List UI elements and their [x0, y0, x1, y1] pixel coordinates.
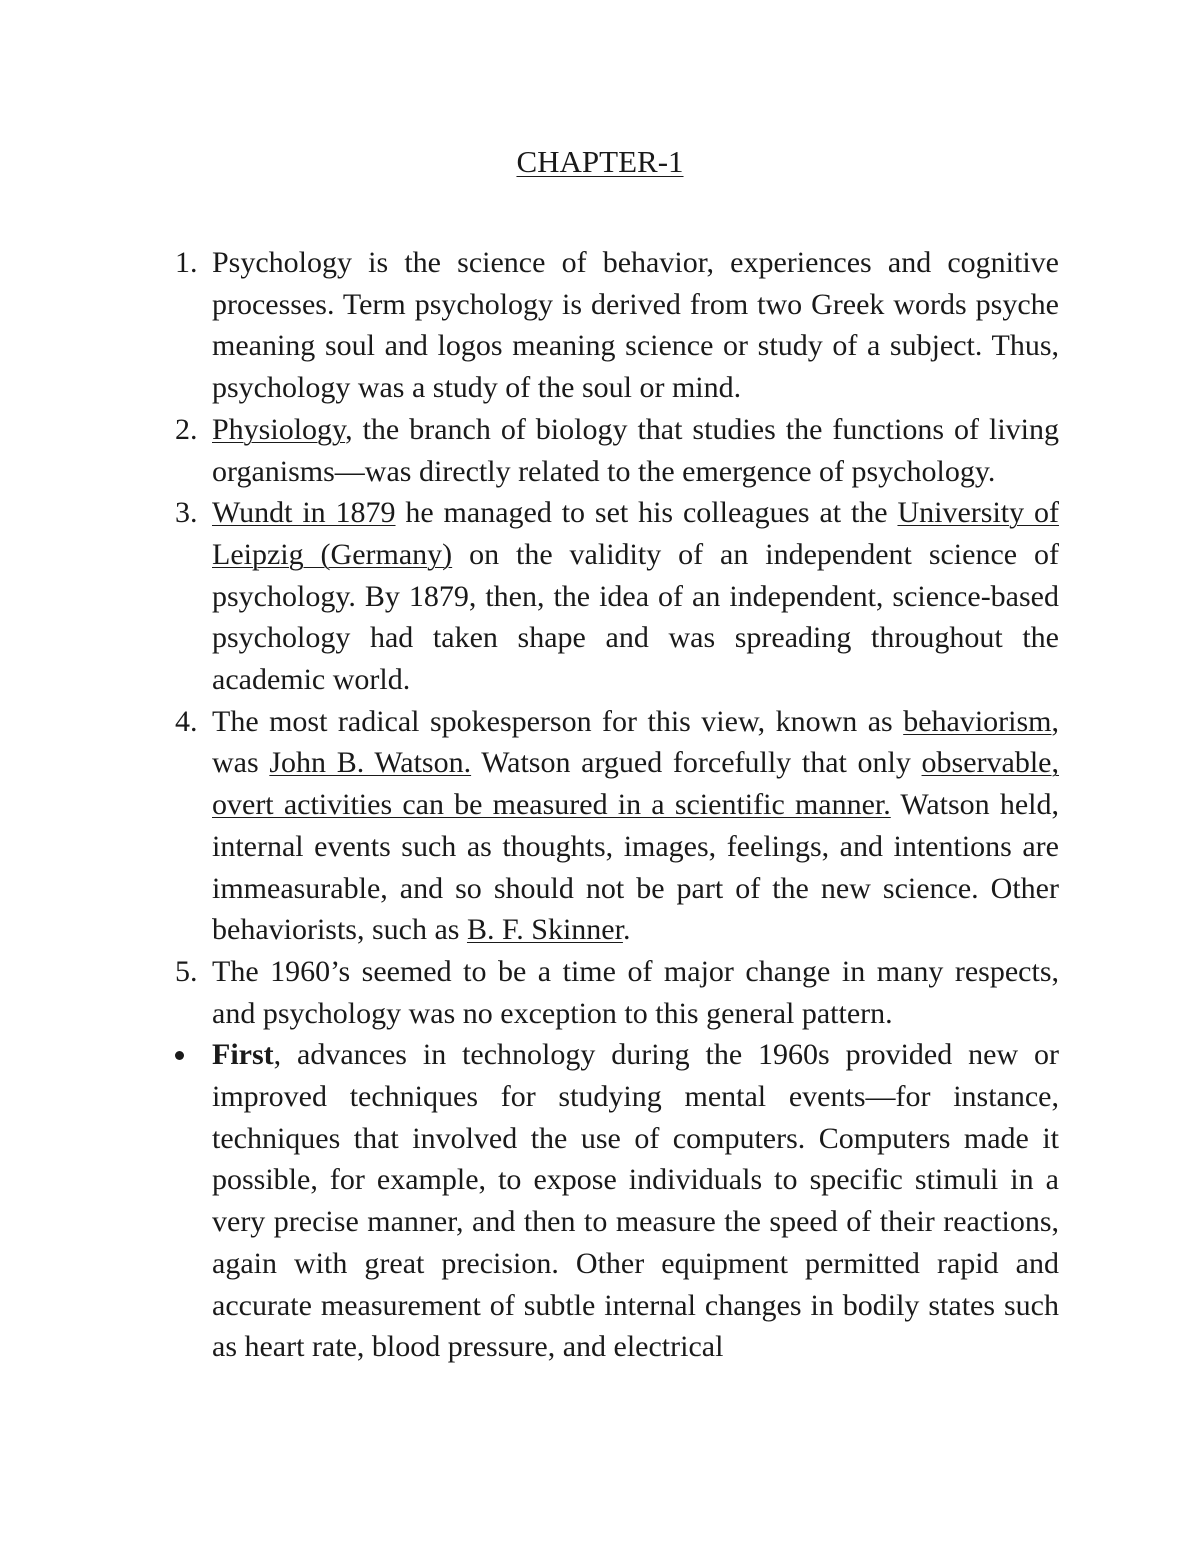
- underlined-phrase-observable: observable, overt activities can be measured in a scientific manner.: [212, 746, 1059, 822]
- paragraph-text: on the validity of an independent science of psychology. By 1879, then, the idea of an independent, science-based psychology had taken shape and was spreading throughout the academic world.: [212, 537, 1059, 697]
- chapter-title: CHAPTER-1: [516, 144, 684, 179]
- list-item-5: [175, 951, 1059, 1034]
- paragraph-text: The most radical spokesperson for this view, known as: [212, 704, 904, 738]
- underlined-term-watson: John B. Watson.: [269, 746, 472, 780]
- paragraph-text: , advances in technology during the 1960s provided new or improved techniques for studying mental events—for instance, techniques that involved the use of computers. Computers made it possible, for example, to expose individuals to specific stimuli in a very precise manner, and then to measure the speed of their reactions, again with great precision. Other equipment permitted rapid and accurate measurement of subtle internal changes in bodily states such as heart rate, blood pressure, and electrical: [212, 1038, 1059, 1364]
- paragraph-text: Psychology is the science of behavior, experiences and cognitive processes. Term psychology is derived from two Greek words psyche meaning soul and logos meaning science or study of a subject. Thus, psychology was a study of the soul or mind.: [212, 246, 1059, 405]
- bullet-icon: [175, 1034, 209, 1060]
- chapter-content: [175, 242, 1059, 1368]
- list-number: 5.: [175, 954, 198, 988]
- underlined-term-university: University of Leipzig (Germany): [212, 496, 1059, 571]
- list-item-4: [175, 701, 1059, 951]
- list-number: 3.: [175, 496, 198, 530]
- bullet-item-first: [175, 1034, 1059, 1368]
- list-number: 4.: [175, 704, 198, 738]
- list-item-2: [175, 409, 1059, 492]
- paragraph-text: .: [622, 913, 631, 947]
- bold-lead-word: First: [212, 1038, 274, 1072]
- underlined-term-wundt: Wundt in 1879: [212, 496, 396, 530]
- list-number: 2.: [175, 412, 198, 446]
- underlined-term-behaviorism: behaviorism: [903, 704, 1052, 738]
- list-item-3: [175, 492, 1059, 701]
- paragraph-text: , was: [212, 704, 1059, 780]
- list-number: 1.: [175, 246, 198, 279]
- paragraph-text: Watson argued forcefully that only: [471, 746, 922, 780]
- list-item-1: [175, 242, 1059, 409]
- paragraph-text: he managed to set his colleagues at the: [395, 496, 898, 530]
- underlined-term-physiology: Physiology: [212, 412, 346, 446]
- paragraph-text: The 1960’s seemed to be a time of major change in many respects, and psychology was no exception to this general pattern.: [212, 954, 1059, 1030]
- paragraph-text: , the branch of biology that studies the functions of living organisms—was directly related to the emergence of psychology.: [212, 412, 1059, 488]
- paragraph-text: Watson held, internal events such as thoughts, images, feelings, and intentions are immeasurable, and so should not be part of the new science. Other behaviorists, such as: [212, 788, 1059, 947]
- underlined-term-skinner: B. F. Skinner: [466, 913, 623, 947]
